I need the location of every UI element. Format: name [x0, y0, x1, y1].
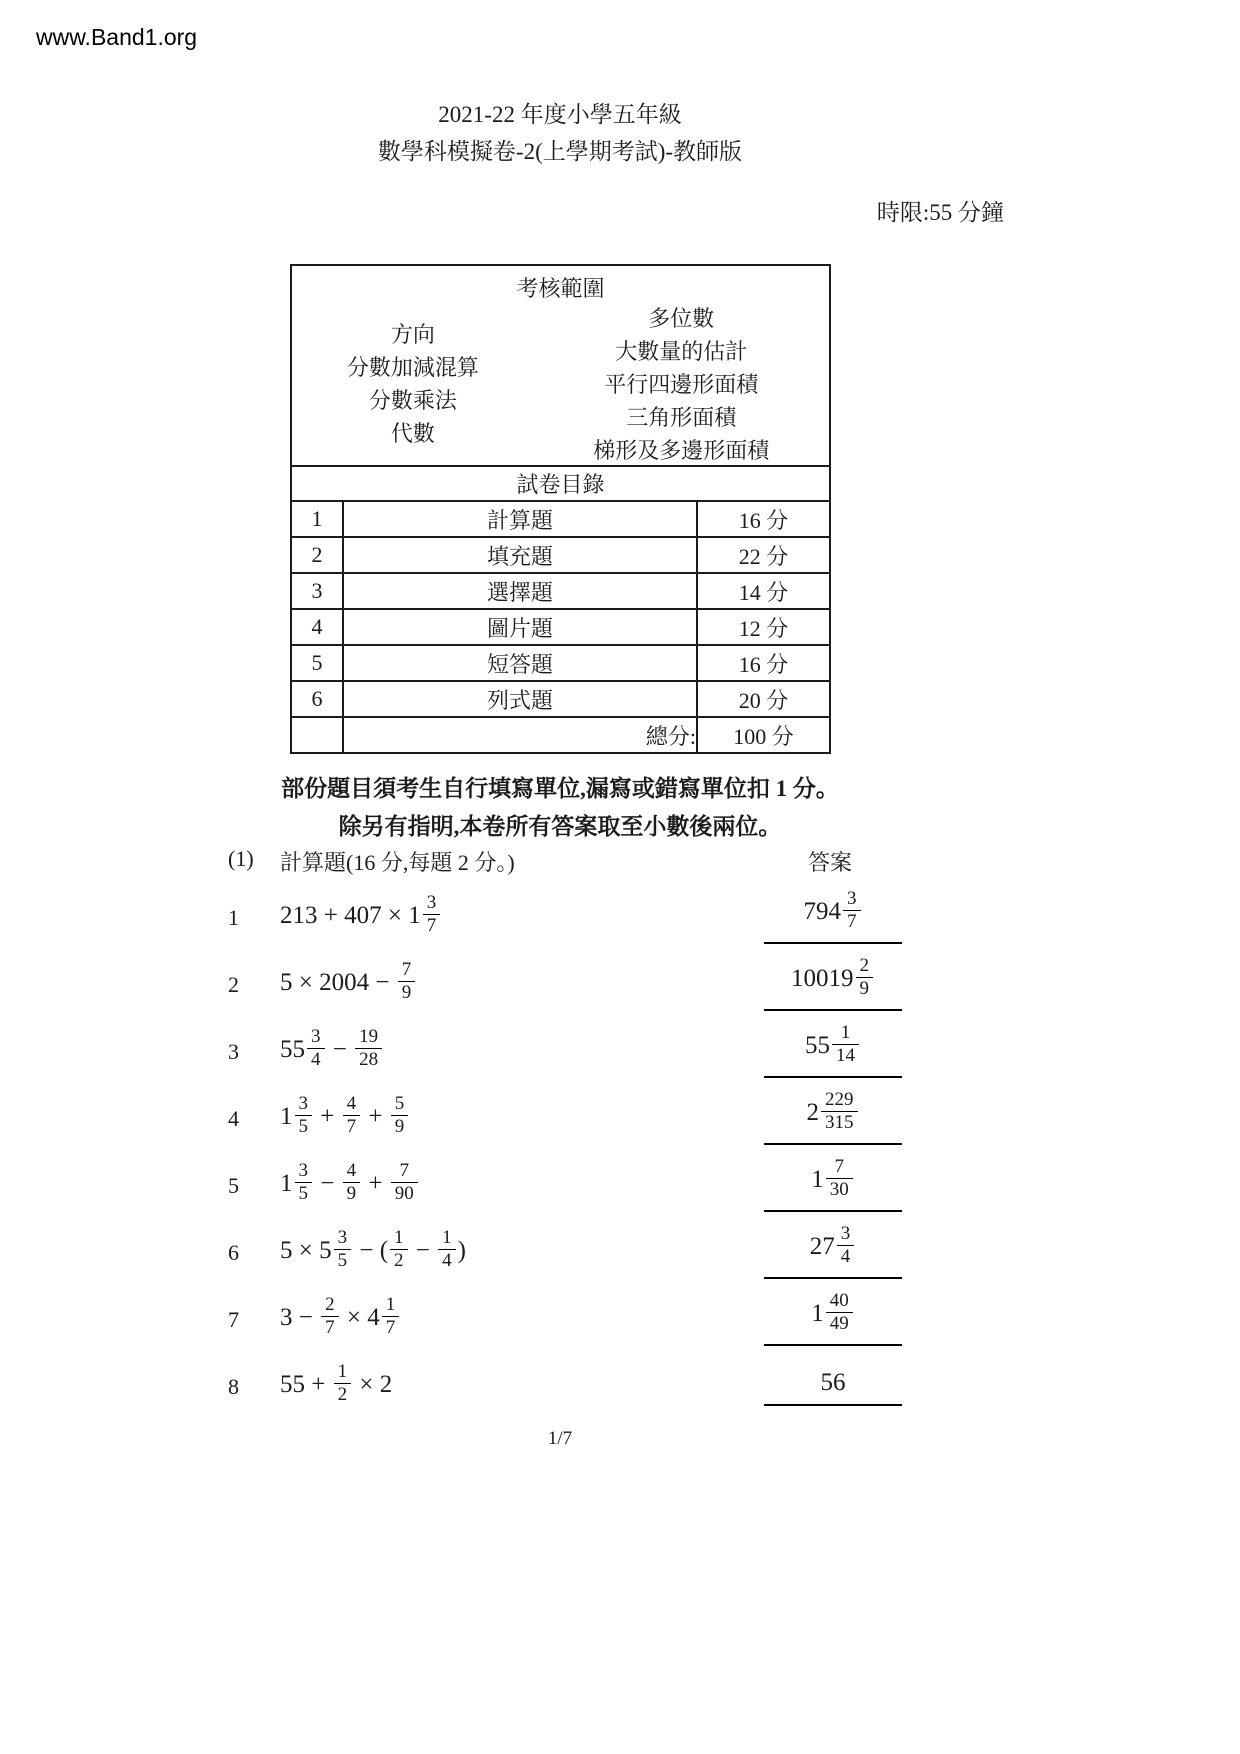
total-score: 100 分	[697, 717, 830, 753]
mixed-number	[280, 1026, 327, 1074]
denominator: 7	[426, 915, 437, 936]
problem-row	[228, 1018, 928, 1085]
numerator: 1	[382, 1294, 400, 1317]
whole-number: 27	[809, 1233, 835, 1261]
mixed-number	[791, 955, 875, 1003]
mixed-number	[811, 1290, 855, 1338]
whole-number: 1	[408, 902, 421, 930]
numerator: 1	[334, 1361, 352, 1384]
mixed-number	[806, 1089, 860, 1137]
fraction-stack	[295, 1093, 313, 1138]
toc-name: 短答題	[343, 645, 697, 681]
fraction-stack	[343, 1160, 361, 1205]
toc-num: 6	[291, 681, 343, 717]
denominator: 5	[337, 1250, 348, 1271]
problem-number: 6	[228, 1239, 239, 1265]
numerator: 3	[837, 1223, 855, 1246]
fraction	[341, 1160, 363, 1208]
mixed-number	[408, 892, 442, 940]
whole-number: 5	[319, 1237, 332, 1265]
toc-name: 選擇題	[343, 573, 697, 609]
denominator: 7	[385, 1317, 396, 1338]
problem-number: 2	[228, 971, 239, 997]
denominator: 4	[840, 1246, 851, 1267]
fraction-stack	[826, 1290, 853, 1335]
problem-number: 1	[228, 904, 239, 930]
problem-row	[228, 1085, 928, 1152]
numerator: 3	[334, 1227, 352, 1250]
problem-number: 3	[228, 1038, 239, 1064]
note-line1: 部份題目須考生自行填寫單位,漏寫或錯寫單位扣 1 分。	[281, 776, 839, 801]
fraction-stack	[390, 1227, 408, 1272]
numerator: 5	[391, 1093, 409, 1116]
topic: 分數加減混算	[346, 355, 479, 380]
fraction-stack	[334, 1361, 352, 1406]
problem-expression	[280, 1294, 764, 1342]
problem-row	[228, 951, 928, 1018]
problem-answer	[764, 1156, 902, 1212]
denominator: 9	[401, 982, 412, 1003]
denominator: 2	[337, 1384, 348, 1405]
title-block	[0, 96, 1120, 170]
problem-row	[228, 884, 928, 951]
fraction-stack	[391, 1093, 409, 1138]
denominator: 4	[311, 1049, 321, 1070]
mixed-number	[367, 1294, 401, 1342]
denominator: 14	[836, 1045, 855, 1066]
denominator: 28	[359, 1049, 379, 1070]
fraction	[389, 1093, 411, 1141]
numerator: 1	[390, 1227, 408, 1250]
section-title: 計算題(16 分,每題 2 分。)	[280, 850, 515, 875]
scope-title: 考核範圍	[516, 276, 605, 301]
problem-answer	[764, 1089, 902, 1145]
topic: 多位數	[648, 305, 715, 331]
whole-number: 2	[806, 1099, 819, 1127]
topic: 代數	[390, 421, 435, 446]
toc-row	[291, 573, 830, 609]
topic: 平行四邊形面積	[604, 371, 759, 397]
mixed-number	[280, 1093, 314, 1141]
toc-row	[291, 501, 830, 537]
problem-expression	[280, 1160, 764, 1208]
numerator: 2	[856, 955, 874, 978]
numerator: 7	[398, 959, 416, 982]
problem-expression	[280, 959, 764, 1007]
toc-num: 3	[291, 573, 343, 609]
total-empty-cell	[291, 717, 343, 753]
fraction-stack	[355, 1026, 382, 1071]
toc-name: 列式題	[343, 681, 697, 717]
fraction-stack	[307, 1026, 325, 1071]
problem-number: 7	[228, 1306, 239, 1332]
topic: 分數乘法	[368, 388, 457, 413]
fraction	[332, 1361, 354, 1409]
problem-row	[228, 1219, 928, 1286]
scope-cell	[291, 265, 830, 466]
toc-score: 16 分	[697, 501, 830, 537]
scope-right-topics	[534, 303, 829, 465]
problem-answer	[764, 1223, 902, 1279]
denominator: 7	[325, 1317, 335, 1338]
fraction	[353, 1026, 384, 1074]
mixed-number	[803, 888, 863, 936]
site-watermark: www.Band1.org	[36, 24, 198, 50]
problem-answer	[764, 955, 902, 1011]
problem-row	[228, 1353, 928, 1420]
problem-number: 4	[228, 1105, 239, 1131]
problem-answer	[764, 1290, 902, 1346]
denominator: 90	[394, 1183, 414, 1204]
fraction	[389, 1160, 420, 1208]
scope-toc-table	[290, 264, 831, 754]
whole-number: 1	[280, 1170, 293, 1198]
total-row	[291, 717, 830, 753]
topic: 梯形及多邊形面積	[593, 437, 770, 463]
numerator: 1	[438, 1227, 456, 1250]
numerator: 3	[423, 892, 441, 915]
total-label: 總分:	[343, 717, 697, 753]
toc-row	[291, 537, 830, 573]
mixed-number	[319, 1227, 353, 1275]
numerator: 2	[321, 1294, 339, 1317]
fraction	[341, 1093, 363, 1141]
fraction-stack	[826, 1156, 853, 1201]
whole-number: 10019	[791, 965, 854, 993]
numerator: 229	[821, 1089, 858, 1112]
denominator: 9	[394, 1116, 405, 1137]
expression-text: )	[457, 1237, 466, 1265]
denominator: 49	[829, 1313, 849, 1334]
section1-header	[228, 846, 928, 877]
whole-number: 55	[280, 1036, 305, 1064]
problem-expression	[280, 1361, 764, 1409]
expression-text: × 2	[353, 1371, 393, 1399]
problems-list	[228, 884, 928, 1420]
fraction-stack	[843, 888, 861, 933]
section-label: (1)	[228, 846, 254, 871]
fraction-stack	[321, 1294, 339, 1339]
expression-text: +	[362, 1170, 389, 1198]
toc-score: 14 分	[697, 573, 830, 609]
toc-num: 5	[291, 645, 343, 681]
toc-score: 20 分	[697, 681, 830, 717]
time-limit: 時限:55 分鐘	[876, 200, 1004, 225]
fraction-stack	[438, 1227, 456, 1272]
mixed-number	[805, 1022, 861, 1070]
fraction-stack	[343, 1093, 361, 1138]
expression-text: 3 −	[280, 1304, 320, 1332]
fraction	[436, 1227, 458, 1275]
denominator: 2	[394, 1250, 404, 1271]
denominator: 30	[829, 1179, 849, 1200]
problem-number: 8	[228, 1373, 239, 1399]
instruction-notes	[0, 770, 1120, 846]
numerator: 4	[343, 1093, 361, 1116]
mixed-number	[811, 1156, 855, 1204]
denominator: 9	[346, 1183, 357, 1204]
fraction	[388, 1227, 410, 1275]
page-number: 1/7	[547, 1428, 573, 1449]
fraction	[319, 1294, 341, 1342]
fraction-stack	[423, 892, 441, 937]
answer-column-header: 答案	[807, 850, 852, 875]
whole-number: 1	[811, 1166, 824, 1194]
numerator: 7	[826, 1156, 853, 1179]
problem-expression	[280, 1026, 764, 1074]
whole-number: 4	[367, 1304, 380, 1332]
toc-title-row	[291, 466, 830, 501]
denominator: 9	[859, 978, 869, 999]
problem-answer	[764, 1022, 902, 1078]
scope-left-topics	[292, 303, 534, 465]
denominator: 7	[346, 1116, 357, 1137]
whole-number: 1	[811, 1300, 824, 1328]
numerator: 3	[295, 1093, 313, 1116]
note-line2: 除另有指明,本卷所有答案取至小數後兩位。	[338, 814, 782, 839]
problem-row	[228, 1286, 928, 1353]
numerator: 7	[391, 1160, 418, 1183]
fraction	[396, 959, 418, 1007]
numerator: 1	[832, 1022, 859, 1045]
toc-name: 計算題	[343, 501, 697, 537]
toc-score: 12 分	[697, 609, 830, 645]
toc-num: 1	[291, 501, 343, 537]
denominator: 7	[847, 911, 857, 932]
scope-columns	[292, 303, 829, 465]
problem-expression	[280, 1227, 764, 1275]
fraction-stack	[832, 1022, 859, 1067]
denominator: 5	[298, 1183, 308, 1204]
numerator: 40	[826, 1290, 853, 1313]
toc-num: 2	[291, 537, 343, 573]
title-line2: 數學科模擬卷-2(上學期考試)-教師版	[377, 139, 743, 164]
toc-name: 圖片題	[343, 609, 697, 645]
expression-text: 213 + 407 ×	[280, 902, 409, 930]
toc-score: 16 分	[697, 645, 830, 681]
problem-number: 5	[228, 1172, 239, 1198]
whole-number: 55	[805, 1032, 830, 1060]
mixed-number	[280, 1160, 314, 1208]
denominator: 4	[442, 1250, 452, 1271]
denominator: 5	[298, 1116, 308, 1137]
expression-text: 56	[820, 1368, 846, 1396]
expression-text: 55 +	[280, 1371, 332, 1399]
toc-title: 試卷目錄	[291, 466, 830, 501]
numerator: 3	[307, 1026, 325, 1049]
toc-row	[291, 645, 830, 681]
expression-text: +	[362, 1103, 389, 1131]
whole-number: 1	[280, 1103, 293, 1131]
fraction-stack	[398, 959, 416, 1004]
problem-row	[228, 1152, 928, 1219]
fraction-stack	[334, 1227, 352, 1272]
fraction-stack	[295, 1160, 313, 1205]
topic: 三角形面積	[626, 404, 737, 430]
expression-text: −	[314, 1170, 341, 1198]
expression-text: −	[409, 1237, 437, 1265]
expression-text: 5 × 2004 −	[280, 969, 396, 997]
expression-text: − (	[353, 1237, 389, 1265]
fraction-stack	[856, 955, 874, 1000]
fraction-stack	[391, 1160, 418, 1205]
numerator: 4	[343, 1160, 361, 1183]
expression-text: ×	[340, 1304, 368, 1332]
toc-name: 填充題	[343, 537, 697, 573]
toc-row	[291, 609, 830, 645]
problem-answer	[764, 1368, 902, 1406]
expression-text: −	[326, 1036, 354, 1064]
numerator: 3	[295, 1160, 313, 1183]
fraction-stack	[821, 1089, 858, 1134]
topic: 大數量的估計	[615, 338, 748, 364]
numerator: 3	[843, 888, 861, 911]
toc-row	[291, 681, 830, 717]
problem-answer	[764, 888, 902, 944]
numerator: 19	[355, 1026, 382, 1049]
title-line1: 2021-22 年度小學五年級	[438, 102, 682, 127]
fraction-stack	[837, 1223, 855, 1268]
problem-expression	[280, 1093, 764, 1141]
toc-num: 4	[291, 609, 343, 645]
topic: 方向	[390, 322, 435, 347]
expression-text: +	[314, 1103, 341, 1131]
denominator: 315	[825, 1112, 854, 1133]
expression-text: 5 ×	[280, 1237, 320, 1265]
whole-number: 794	[803, 898, 841, 926]
mixed-number	[809, 1223, 857, 1271]
problem-expression	[280, 892, 764, 940]
toc-score: 22 分	[697, 537, 830, 573]
fraction-stack	[382, 1294, 400, 1339]
scope-row	[291, 265, 830, 466]
